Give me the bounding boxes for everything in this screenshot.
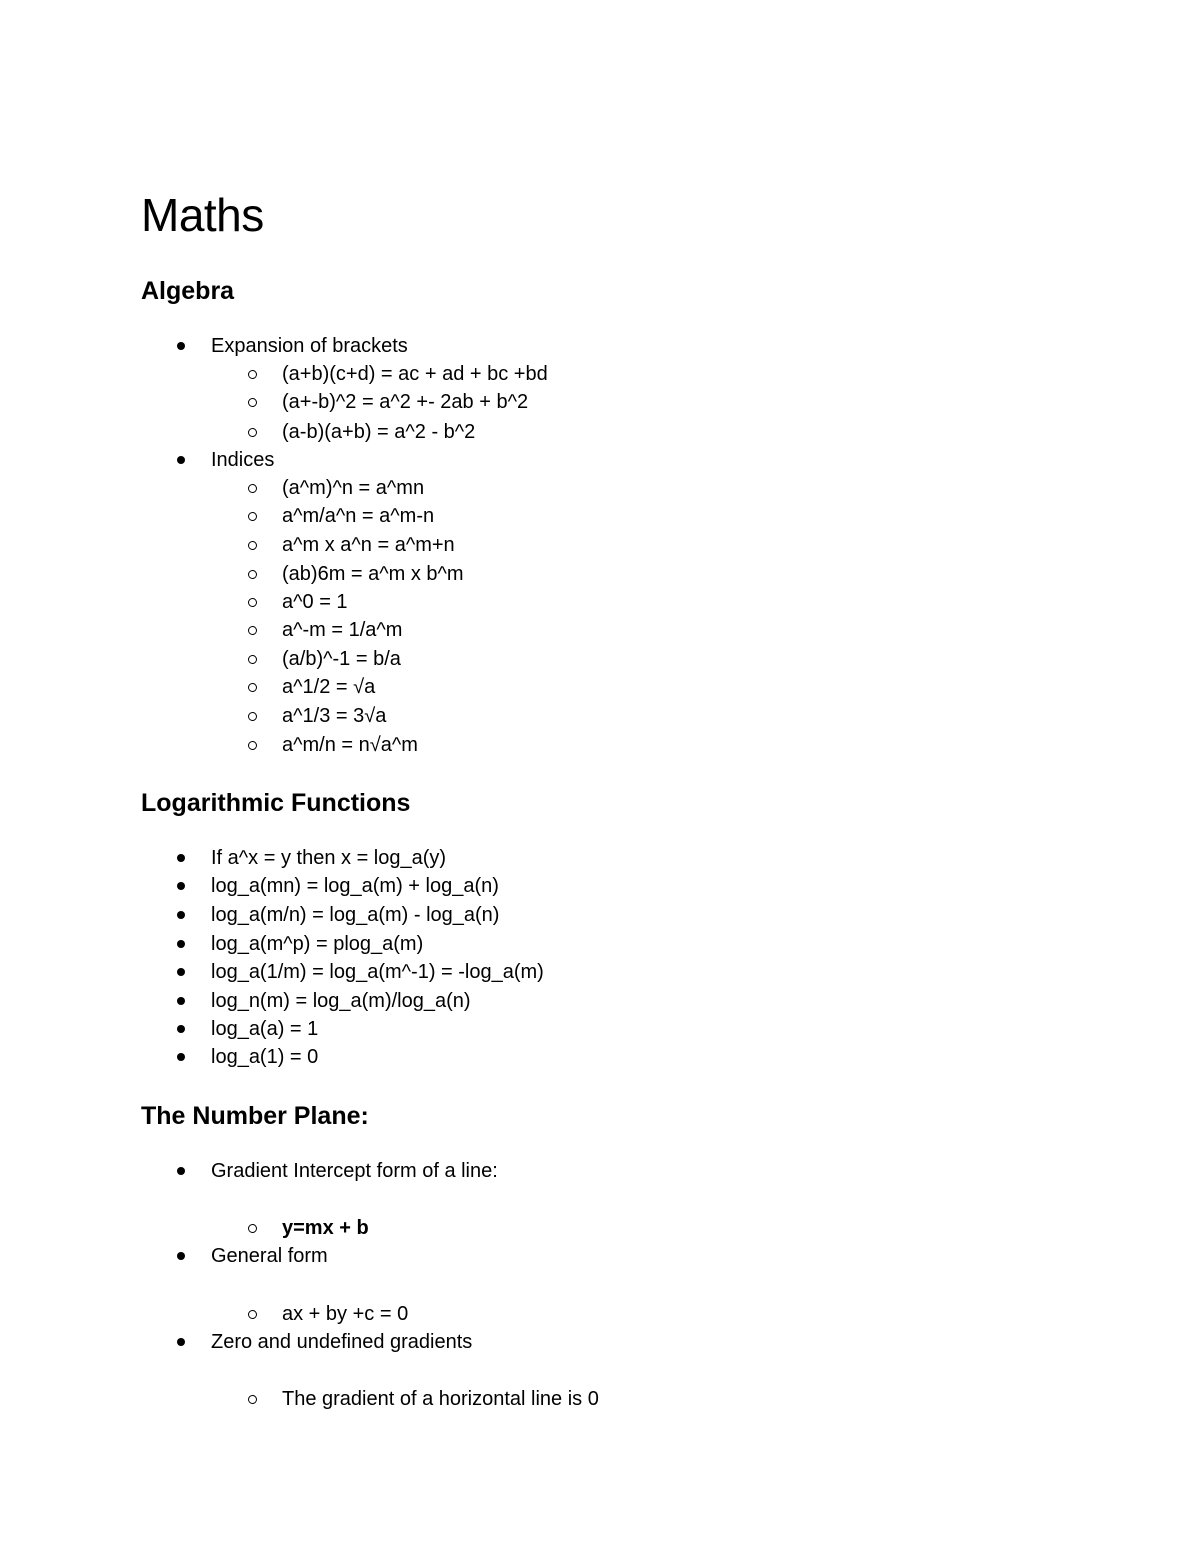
formula-text: a^1/3 = 3√a (282, 705, 387, 727)
bullet-disc-icon (177, 1338, 185, 1346)
formula-text: a^0 = 1 (282, 591, 348, 613)
sub-list-item (282, 645, 401, 673)
formula-text: (a^m)^n = a^mn (282, 477, 425, 499)
list-item (211, 958, 544, 986)
bullet-circle-icon (248, 1224, 257, 1233)
list-item-label: Expansion of brackets (211, 335, 408, 357)
list-item-indices (211, 446, 274, 474)
list-item-gradient-intercept (211, 1157, 498, 1185)
list-item (211, 872, 499, 900)
bullet-disc-icon (177, 940, 185, 948)
formula-text: a^m/n = n√a^m (282, 734, 418, 756)
sub-list-item (282, 360, 548, 388)
sub-list-item (282, 418, 475, 446)
list-item-label: Gradient Intercept form of a line: (211, 1160, 498, 1182)
formula-text: ax + by +c = 0 (282, 1303, 409, 1325)
bullet-circle-icon (248, 570, 257, 579)
list-item (211, 930, 423, 958)
heading-logarithmic-functions: Logarithmic Functions (141, 789, 411, 817)
bullet-circle-icon (248, 598, 257, 607)
formula-text: log_a(m/n) = log_a(m) - log_a(n) (211, 904, 500, 926)
bullet-circle-icon (248, 484, 257, 493)
formula-text: a^-m = 1/a^m (282, 619, 403, 641)
list-item (211, 1015, 318, 1043)
list-item-general-form (211, 1242, 328, 1270)
formula-text: If a^x = y then x = log_a(y) (211, 847, 447, 869)
formula-text: y=mx + b (282, 1217, 369, 1239)
formula-text: a^m x a^n = a^m+n (282, 534, 455, 556)
sub-list-item (282, 588, 348, 616)
list-item-label: Zero and undefined gradients (211, 1331, 473, 1353)
bullet-disc-icon (177, 1252, 185, 1260)
bullet-circle-icon (248, 626, 257, 635)
formula-text: a^m/a^n = a^m-n (282, 505, 435, 527)
formula-text: (a+-b)^2 = a^2 +- 2ab + b^2 (282, 391, 529, 413)
list-item (211, 987, 471, 1015)
bullet-circle-icon (248, 428, 257, 437)
formula-text: (a/b)^-1 = b/a (282, 648, 401, 670)
bullet-disc-icon (177, 1053, 185, 1061)
formula-text: log_a(a) = 1 (211, 1018, 319, 1040)
sub-list-item (282, 1300, 408, 1328)
bullet-disc-icon (177, 882, 185, 890)
bullet-circle-icon (248, 1310, 257, 1319)
list-item (211, 1043, 318, 1071)
sub-list-item (282, 388, 528, 416)
sub-list-item (282, 560, 464, 588)
sub-list-item (282, 616, 402, 644)
heading-algebra: Algebra (141, 277, 235, 305)
formula-text: log_a(m^p) = plog_a(m) (211, 933, 424, 955)
bullet-disc-icon (177, 968, 185, 976)
bullet-disc-icon (177, 997, 185, 1005)
bullet-disc-icon (177, 456, 185, 464)
bullet-disc-icon (177, 854, 185, 862)
bullet-circle-icon (248, 512, 257, 521)
formula-text: (a+b)(c+d) = ac + ad + bc +bd (282, 363, 548, 385)
bullet-circle-icon (248, 683, 257, 692)
sub-list-item (282, 702, 386, 730)
formula-text: log_a(1) = 0 (211, 1046, 319, 1068)
bullet-circle-icon (248, 541, 257, 550)
formula-text: (a-b)(a+b) = a^2 - b^2 (282, 421, 476, 443)
list-item-zero-undefined (211, 1328, 472, 1356)
sub-list-item (282, 531, 455, 559)
list-item-expansion (211, 332, 408, 360)
sub-list-item (282, 1214, 369, 1242)
formula-text: log_a(mn) = log_a(m) + log_a(n) (211, 875, 499, 897)
bullet-circle-icon (248, 655, 257, 664)
list-item-label: Indices (211, 449, 275, 471)
bullet-disc-icon (177, 1167, 185, 1175)
bullet-disc-icon (177, 911, 185, 919)
sub-list-item (282, 474, 424, 502)
bullet-circle-icon (248, 398, 257, 407)
sub-list-item (282, 731, 418, 759)
list-item (211, 901, 499, 929)
formula-text: log_a(1/m) = log_a(m^-1) = -log_a(m) (211, 961, 544, 983)
heading-number-plane: The Number Plane: (141, 1102, 369, 1130)
bullet-disc-icon (177, 1025, 185, 1033)
page-title: Maths (141, 189, 264, 241)
bullet-circle-icon (248, 712, 257, 721)
bullet-circle-icon (248, 370, 257, 379)
bullet-circle-icon (248, 741, 257, 750)
bullet-disc-icon (177, 342, 185, 350)
formula-text: a^1/2 = √a (282, 676, 376, 698)
formula-text: (ab)6m = a^m x b^m (282, 563, 464, 585)
formula-text: The gradient of a horizontal line is 0 (282, 1388, 599, 1410)
sub-list-item (282, 502, 434, 530)
formula-text: log_n(m) = log_a(m)/log_a(n) (211, 990, 471, 1012)
list-item-label: General form (211, 1245, 328, 1267)
list-item (211, 844, 446, 872)
sub-list-item (282, 1385, 599, 1413)
bullet-circle-icon (248, 1395, 257, 1404)
sub-list-item (282, 673, 375, 701)
